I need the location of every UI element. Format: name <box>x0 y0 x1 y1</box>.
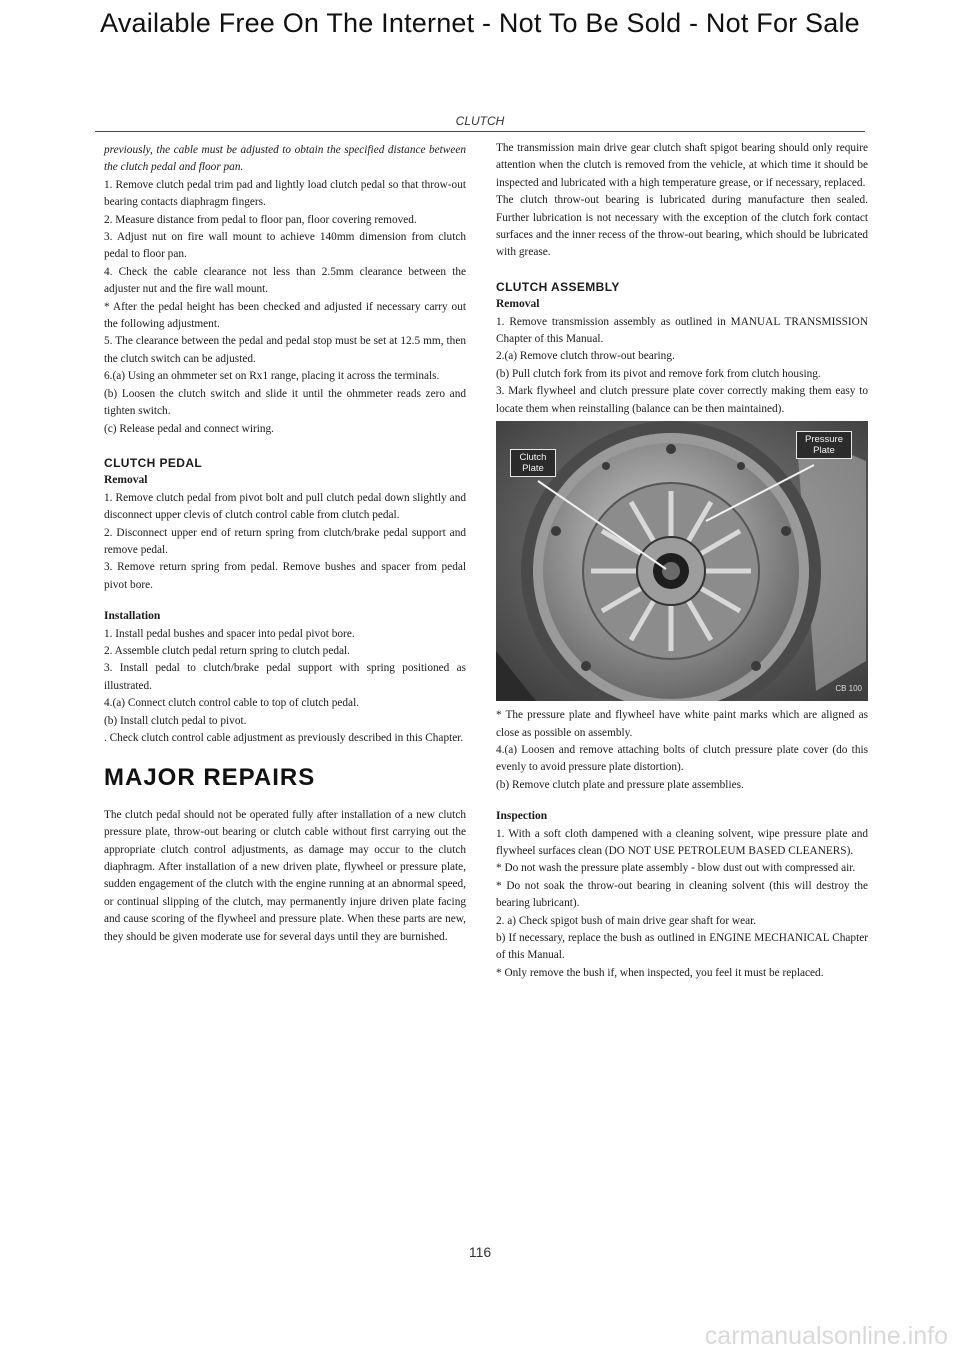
step: b) If necessary, replace the bush as outlined in ENGINE MECHANICAL Chapter of this Manual. <box>496 931 868 962</box>
step: (b) Loosen the clutch switch and slide it until the ohmmeter reads zero and tighten switch. <box>104 387 466 418</box>
subheading-removal: Removal <box>104 474 148 487</box>
step: . Check clutch control cable adjustment as previously described in this Chapter. <box>104 732 464 744</box>
note: * Do not wash the pressure plate assembly - blow dust out with compressed air. <box>496 862 856 875</box>
step: 4.(a) Connect clutch control cable to top of clutch pedal. <box>104 697 360 710</box>
note: * After the pedal height has been checked and adjusted if necessary carry out the following adjustment. <box>104 300 466 331</box>
note: * Do not soak the throw-out bearing in cleaning solvent (this will destroy the bearing lubricant). <box>496 879 868 910</box>
callout-clutch-plate: Clutch Plate <box>510 449 556 477</box>
note: * Only remove the bush if, when inspected, you feel it must be replaced. <box>496 966 824 979</box>
clutch-assembly-photo <box>496 421 868 701</box>
distribution-banner: Available Free On The Internet - Not To Be Sold - Not For Sale <box>100 8 860 38</box>
step: 4. Check the cable clearance not less than 2.5mm clearance between the adjuster nut and the fire wall mount. <box>104 265 466 296</box>
paragraph: The transmission main drive gear clutch shaft spigot bearing should only require attention when the clutch is removed from the vehicle, at which time it should be inspected and lubricated with a high temperature grease, or if necessary, replaced. <box>496 142 868 189</box>
right-column <box>496 140 868 982</box>
subheading-removal: Removal <box>496 298 540 311</box>
step: 2. a) Check spigot bush of main drive gear shaft for wear. <box>496 914 757 927</box>
subheading-inspection: Inspection <box>496 810 548 823</box>
section-heading-clutch-assembly: CLUTCH ASSEMBLY <box>496 279 620 294</box>
step: 1. Remove transmission assembly as outlined in MANUAL TRANSMISSION Chapter of this Manual. <box>496 315 868 346</box>
step: (c) Release pedal and connect wiring. <box>104 422 275 435</box>
step: 3. Mark flywheel and clutch pressure plate cover correctly making them easy to locate them when reinstalling (balance can be then maintained). <box>496 385 868 415</box>
step: 6.(a) Using an ohmmeter set on Rx1 range, placing it across the terminals. <box>104 370 440 383</box>
watermark-footer: carmanualsonline.info <box>704 1322 948 1350</box>
step: (b) Remove clutch plate and pressure plate assemblies. <box>496 778 744 791</box>
step: 2.(a) Remove clutch throw-out bearing. <box>496 350 675 363</box>
left-column <box>104 142 466 946</box>
step: (b) Pull clutch fork from its pivot and remove fork from clutch housing. <box>496 367 821 380</box>
intro-paragraph: previously, the cable must be adjusted to obtain the specified distance between the clutch pedal and floor pan. <box>104 144 466 174</box>
note: * The pressure plate and flywheel have white paint marks which are aligned as close as possible on assembly. <box>496 709 868 739</box>
step: 1. With a soft cloth dampened with a cleaning solvent, wipe pressure plate and flywheel surfaces clean (DO NOT USE PETROLEUM BASED CLEANERS). <box>496 827 868 857</box>
photo-reference: CB 100 <box>835 683 862 693</box>
step: (b) Install clutch pedal to pivot. <box>104 714 247 727</box>
step: 1. Remove clutch pedal from pivot bolt and pull clutch pedal down slightly and disconnect upper clevis of clutch control cable from clutch pedal. <box>104 491 466 522</box>
major-repairs-heading: MAJOR REPAIRS <box>104 764 316 792</box>
major-repairs-paragraph: The clutch pedal should not be operated fully after installation of a new clutch pressure plate, throw-out bearing or clutch cable without first carrying out the appropriate clutch control adjustments, as damage may occur to the clutch diaphragm. After installation of a new driven plate, flywheel or pressure plate, sudden engagement of the clutch with the engine running at an abnormal speed, or continual slipping of the clutch, may permanently injure driven plate facing and cause scoring of the flywheel and pressure plate. When these parts are new, they should be given moderate use for several days until they are burnished. <box>104 808 466 943</box>
running-header: CLUTCH <box>455 114 505 128</box>
step: 3. Adjust nut on fire wall mount to achieve 140mm dimension from clutch pedal to floor pan. <box>104 231 466 261</box>
step: 2. Assemble clutch pedal return spring to clutch pedal. <box>104 644 350 657</box>
step: 3. Remove return spring from pedal. Remove bushes and spacer from pedal pivot bore. <box>104 561 466 591</box>
step: 5. The clearance between the pedal and pedal stop must be set at 12.5 mm, then the clutch switch can be adjusted. <box>104 335 466 365</box>
header-rule <box>95 131 865 132</box>
step: 2. Disconnect upper end of return spring from clutch/brake pedal support and remove pedal. <box>104 526 466 556</box>
step: 4.(a) Loosen and remove attaching bolts of clutch pressure plate cover (do this evenly to avoid pressure plate distortion). <box>496 743 868 774</box>
step: 1. Install pedal bushes and spacer into pedal pivot bore. <box>104 627 355 640</box>
step: 3. Install pedal to clutch/brake pedal support with spring positioned as illustrated. <box>104 662 466 692</box>
section-heading-clutch-pedal: CLUTCH PEDAL <box>104 455 203 470</box>
step: 1. Remove clutch pedal trim pad and lightly load clutch pedal so that throw-out bearing contacts diaphragm fingers. <box>104 178 466 209</box>
subheading-installation: Installation <box>104 610 161 623</box>
paragraph: The clutch throw-out bearing is lubricated during manufacture then sealed. Further lubrication is not necessary with the exception of the clutch fork contact surfaces and the inner recess of the throw-out bearing, which should be lubricated with grease. <box>496 194 868 259</box>
callout-pressure-plate: Pressure Plate <box>796 431 852 459</box>
step: 2. Measure distance from pedal to floor pan, floor covering removed. <box>104 213 417 226</box>
page-number: 116 <box>468 1244 492 1260</box>
